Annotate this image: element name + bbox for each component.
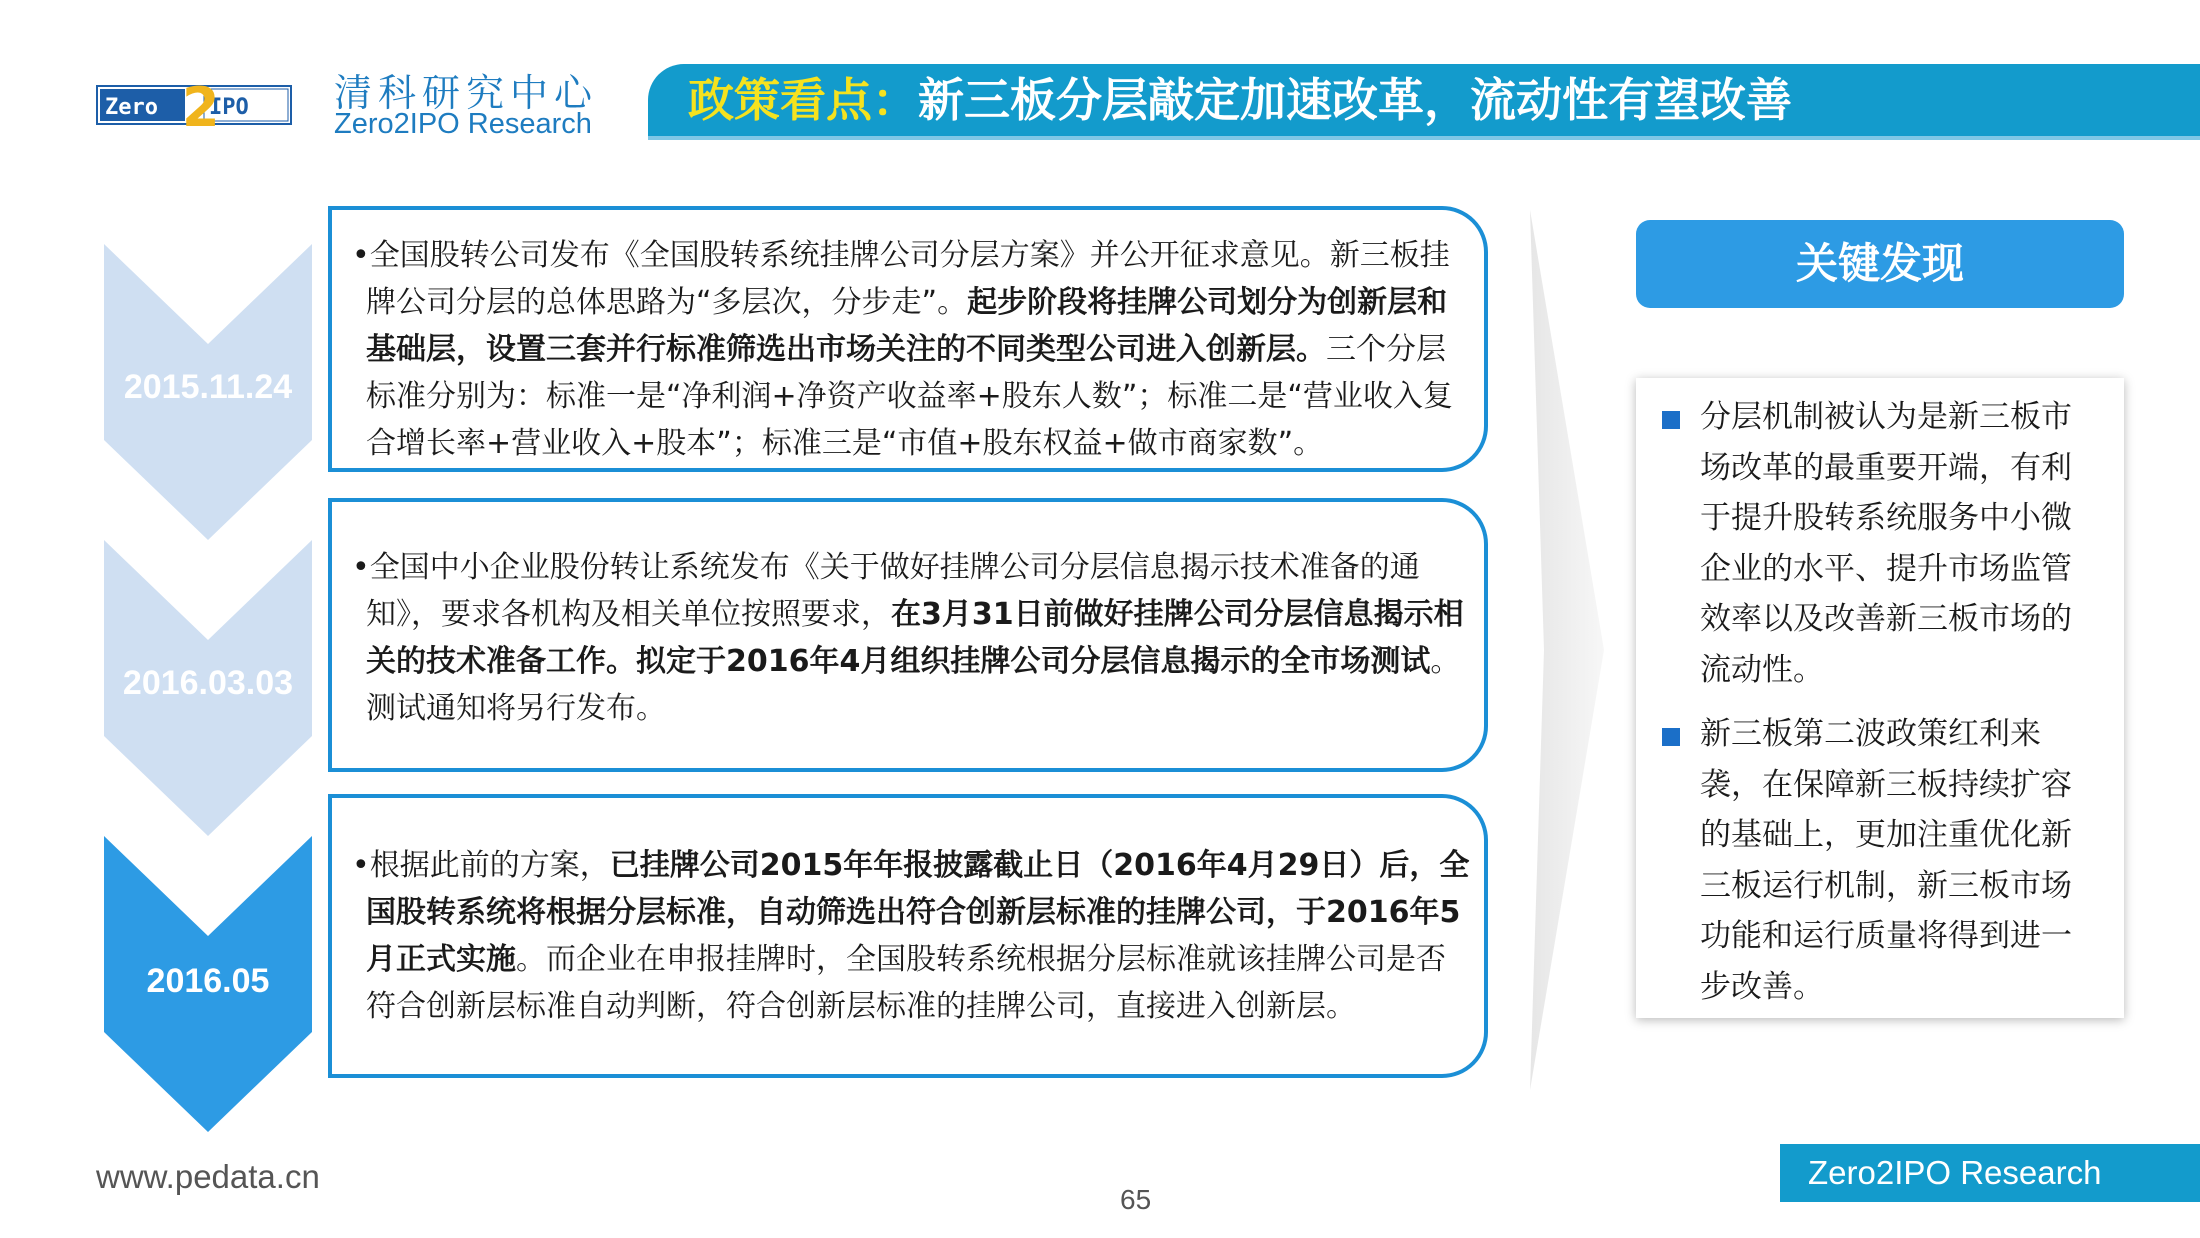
timeline-text-2: •全国中小企业股份转让系统发布《关于做好挂牌公司分层信息揭示技术准备的通知》，要求各机构及相关单位按照要求，在3月31日前做好挂牌公司分层信息揭示相关的技术准备工作。拟定于2016年4月组织挂牌公司分层信息揭示的全市场测试。测试通知将另行发布。 bbox=[352, 550, 1464, 726]
page-title-main: 新三板分层敲定加速改革，流动性有望改善 bbox=[918, 73, 1792, 127]
square-bullet-icon bbox=[1662, 728, 1680, 746]
timeline-content-3 bbox=[328, 794, 1488, 1078]
key-finding-item: 分层机制被认为是新三板市场改革的最重要开端，有利于提升股转系统服务中小微企业的水平、提升市场监管效率以及改善新三板市场的流动性。 bbox=[1662, 392, 2096, 695]
square-bullet-icon bbox=[1662, 411, 1680, 429]
timeline-date-1: 2015.11.24 bbox=[123, 368, 293, 406]
timeline-content-1 bbox=[328, 206, 1488, 472]
org-name-en: Zero2IPO Research bbox=[334, 108, 592, 140]
title-bar-underline bbox=[648, 136, 2200, 140]
zero2ipo-logo bbox=[96, 78, 292, 132]
svg-text:2: 2 bbox=[182, 78, 220, 132]
svg-text:Zero: Zero bbox=[105, 95, 158, 120]
timeline-text-3: •根据此前的方案，已挂牌公司2015年年报披露截止日（2016年4月29日）后，全国股转系统将根据分层标准，自动筛选出符合创新层标准的挂牌公司，于2016年5月正式实施。而企业在申报挂牌时，全国股转系统根据分层标准就该挂牌公司是否符合创新层标准自动判断，符合创新层标准的挂牌公司，直接进入创新层。 bbox=[352, 848, 1470, 1024]
key-finding-item: 新三板第二波政策红利来袭，在保障新三板持续扩容的基础上，更加注重优化新三板运行机制，新三板市场功能和运行质量将得到进一步改善。 bbox=[1662, 709, 2096, 1012]
page-title-highlight: 政策看点： bbox=[688, 73, 918, 127]
page-number: 65 bbox=[1120, 1184, 1152, 1215]
divider-arrow bbox=[1530, 210, 1604, 1090]
timeline-date-3: 2016.05 bbox=[146, 962, 270, 1000]
key-findings-heading: 关键发现 bbox=[1636, 220, 2124, 308]
timeline-text-1: •全国股转公司发布《全国股转系统挂牌公司分层方案》并公开征求意见。新三板挂牌公司分层的总体思路为“多层次，分步走”。起步阶段将挂牌公司划分为创新层和基础层，设置三套并行标准筛选出市场关注的不同类型公司进入创新层。三个分层标准分别为：标准一是“净利润+净资产收益率+股东人数”；标准二是“营业收入复合增长率+营业收入+股本”；标准三是“市值+股东权益+做市商家数”。 bbox=[352, 238, 1453, 461]
timeline-date-2: 2016.03.03 bbox=[122, 664, 294, 702]
page-title bbox=[688, 64, 1792, 136]
timeline-content-2 bbox=[328, 498, 1488, 772]
key-findings-panel bbox=[1636, 378, 2124, 1018]
svg-text:IPO: IPO bbox=[209, 95, 249, 120]
footer-url: www.pedata.cn bbox=[96, 1158, 320, 1195]
footer-brand: Zero2IPO Research bbox=[1780, 1144, 2200, 1202]
org-name-cn: 清科研究中心 bbox=[334, 71, 599, 115]
